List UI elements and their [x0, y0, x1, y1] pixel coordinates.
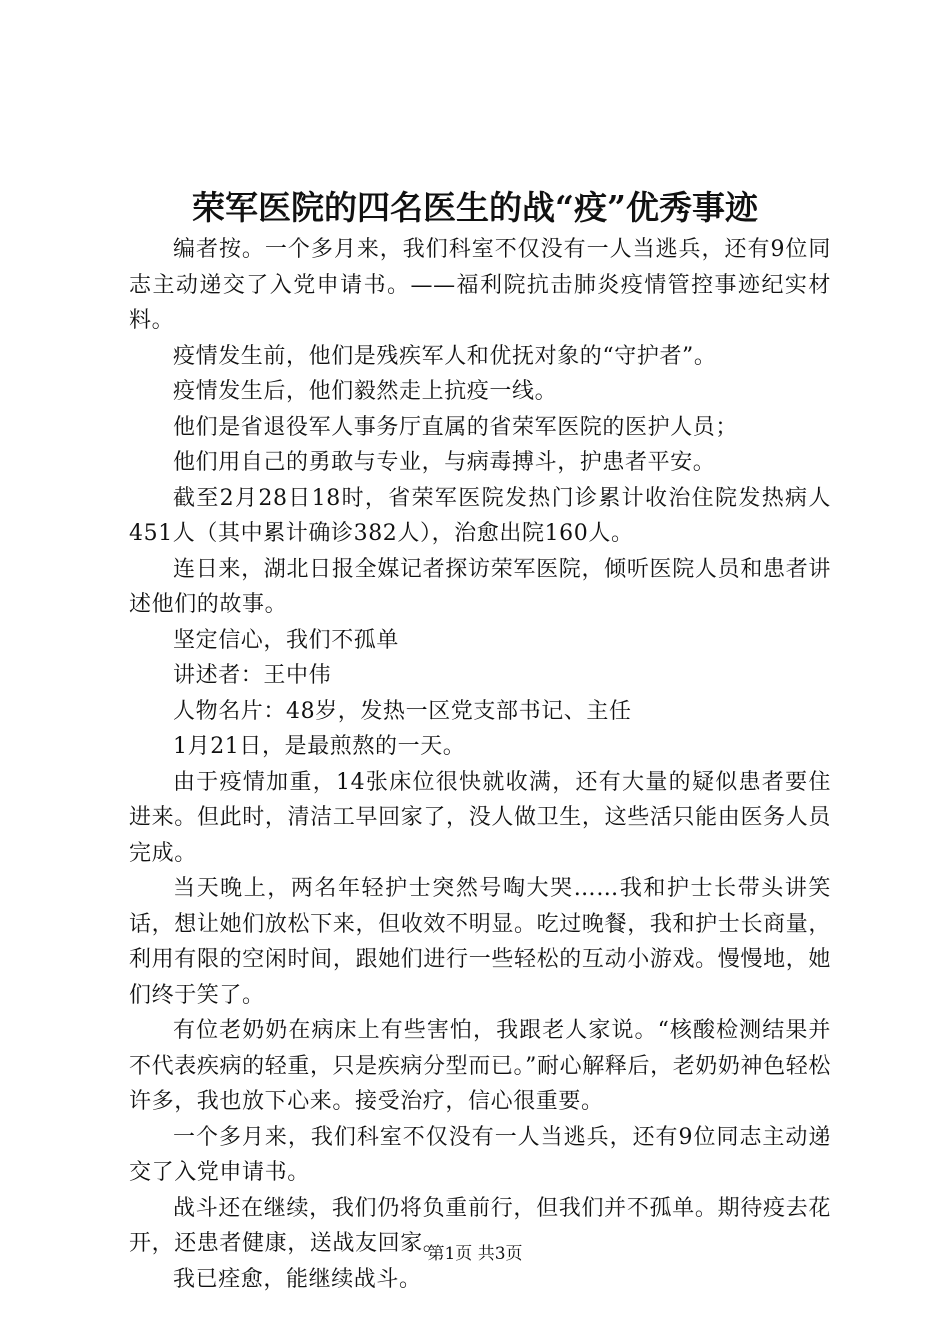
paragraph: 疫情发生前，他们是残疾军人和优抚对象的“守护者”。: [173, 343, 717, 369]
document-body: [129, 232, 831, 1297]
paragraph: 疫情发生后，他们毅然走上抗疫一线。: [173, 379, 558, 404]
paragraph: 1月21日，是最煎熬的一天。: [173, 734, 466, 759]
document-title: 荣军医院的四名医生的战“疫”优秀事迹: [192, 188, 758, 227]
paragraph: 有位老奶奶在病床上有些害怕，我跟老人家说。“核酸检测结果并不代表疾病的轻重，只是疾病分型而已。”耐心解释后，老奶奶神色轻松许多，我也放下心来。接受治疗，信心很重要。: [129, 1018, 831, 1114]
profile-line: 人物名片：48岁，发热一区党支部书记、主任: [173, 698, 632, 724]
paragraph: 由于疫情加重，14张床位很快就收满，还有大量的疑似患者要住进来。但此时，清洁工早回家了，没人做卫生，这些活只能由医务人员完成。: [129, 769, 831, 866]
page-footer: 第1页 共3页: [427, 1244, 523, 1264]
paragraph: 连日来，湖北日报全媒记者探访荣军医院，倾听医院人员和患者讲述他们的故事。: [129, 556, 831, 617]
paragraph: 当天晚上，两名年轻护士突然号啕大哭……我和护士长带头讲笑话，想让她们放松下来，但收效不明显。吃过晚餐，我和护士长商量，利用有限的空闲时间，跟她们进行一些轻松的互动小游戏。慢慢地，她们终于笑了。: [129, 876, 831, 1008]
section-heading: 坚定信心，我们不孤单: [173, 627, 400, 653]
paragraph: 编者按。一个多月来，我们科室不仅没有一人当逃兵，还有9位同志主动递交了入党申请书。——福利院抗击肺炎疫情管控事迹纪实材料。: [129, 237, 831, 333]
paragraph: 截至2月28日18时，省荣军医院发热门诊累计收治住院发热病人451人（其中累计确诊382人），治愈出院160人。: [129, 485, 831, 546]
paragraph: 一个多月来，我们科室不仅没有一人当逃兵，还有9位同志主动递交了入党申请书。: [129, 1124, 831, 1185]
paragraph: 他们是省退役军人事务厅直属的省荣军医院的医护人员；: [173, 414, 739, 440]
paragraph: 我已痊愈，能继续战斗。: [173, 1266, 422, 1292]
paragraph: 他们用自己的勇敢与专业，与病毒搏斗，护患者平安。: [173, 450, 716, 475]
paragraph: 战斗还在继续，我们仍将负重前行，但我们并不孤单。期待疫去花开，还患者健康，送战友回家。: [129, 1195, 831, 1256]
narrator-line: 讲述者：王中伟: [173, 663, 332, 688]
